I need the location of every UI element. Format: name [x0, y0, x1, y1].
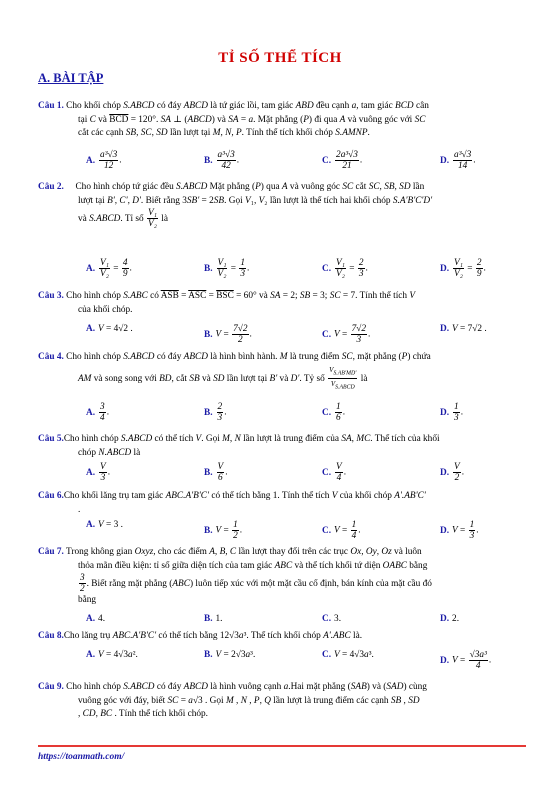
section-heading: A. BÀI TẬP — [38, 71, 104, 85]
page-title: TỈ SỐ THỂ TÍCH — [218, 50, 342, 66]
answer-options-6: A. V = 3 . B. V = $\frac{1}{2}$ . C. V = $\frac{1}{4}$ . D. V = $\frac{1}{3}$ . — [86, 520, 479, 541]
question-9: Câu 9. Cho hình chóp S.ABCD có đáy ABCD là hình vuông cạnh a.Hai mặt phẳng (SAB) và (SAD) cùng vuông góc với đáy, biết SC = a√3 . Gọi M , N , P, Q lần lượt là trung điểm các cạnh SB , SD , CD, BC . Tính thể tích khối chóp. — [38, 682, 427, 719]
footer-divider — [38, 745, 526, 747]
question-5: Câu 5.Cho hình chóp S.ABCD có thể tích V. Gọi M, N lần lượt là trung điểm của SA, MC. Thể tích của khối chóp N.ABCD là — [38, 434, 440, 458]
answer-options-8: A. V = 4√3a². B. V = 2√3a³. C. V = 4√3a³. D. V = $\frac{\text{√3a³}}{4}$ . — [86, 650, 492, 671]
question-1: Câu 1. Cho khối chóp S.ABCD có đáy ABCD là tứ giác lồi, tam giác ABD đều cạnh a, tam giác BCD cân tại C và $\overline{BCD} = 120^\circ$. SA ⊥ (ABCD) và SA = a. Mặt phẳng (P) đi qua A và vuông góc với SC cắt các cạnh SB, SC, SD lần lượt tại M, N, P. Tính thể tích khối chóp S.AMNP. — [38, 101, 429, 138]
question-number: Câu 6. — [38, 491, 64, 501]
answer-options-2: A. $\frac{\text{V₁}}{\text{V₂}}$ = $\frac{4}{9}$ . B. $\frac{\text{V₁}}{\text{V₂}}$ = $\frac{1}{3}$ . C. $\frac{\text{V₁}}{\text{V₂}}$ = $\frac{2}{3}$ . D. $\frac{\text{V₁}}{\text{V₂}}$ = $\frac{2}{9}$ . — [86, 258, 486, 279]
question-4: Câu 4. Cho hình chóp S.ABCD có đáy ABCD là hình bình hành. M là trung điểm SC, mặt phẳng (P) chứa AM và song song với BD, cắt SB và SD lần lượt tại B' và D'. Tỷ số $\frac{V_{S.AB'MD'}}{V_{S.ABCD}}$ là — [38, 352, 431, 391]
question-2: Câu 2. Cho hình chóp tứ giác đều S.ABCD Mặt phẳng (P) qua A và vuông góc SC cắt SC, SB, SD lần lượt tại B', C', D'. Biết rằng 3SB' = 2SB. Gọi V₁, V₂ lần lượt là thể tích hai khối chóp S.A'B'C'D' và S.ABCD. Tỉ số $\frac{\text{V₁}}{\text{V₂}}$ là — [38, 182, 433, 229]
question-number: Câu 2. — [38, 182, 64, 192]
question-number: Câu 9. — [38, 682, 64, 692]
question-number: Câu 3. — [38, 291, 64, 301]
footer-link[interactable]: https://toanmath.com/ — [38, 752, 125, 762]
question-7: Câu 7. Trong không gian Oxyz, cho các điểm A, B, C lần lượt thay đổi trên các trục Ox, Oy, Oz và luôn thỏa mãn điều kiện: tỉ số giữa diện tích của tam giác ABC và thể tích khối tứ diện OABC bằng $\frac{3}{2}$ . Biết rằng mặt phẳng (ABC) luôn tiếp xúc với một mặt cầu cố định, bán kính của mặt cầu đó bằng — [38, 547, 432, 605]
question-8: Câu 8.Cho lăng trụ ABC.A'B'C' có thể tích bằng 12√3a³. Thể tích khối chóp A'.ABC là. — [38, 631, 363, 641]
answer-options-5: A. $\frac{V}{3}$ . B. $\frac{V}{6}$ . C. $\frac{V}{4}$ . D. $\frac{V}{2}$ . — [86, 462, 465, 483]
answer-options-4: A. $\frac{3}{4}$ . B. $\frac{2}{3}$ . C. $\frac{1}{6}$ . D. $\frac{1}{3}$ . — [86, 402, 464, 423]
question-6: Câu 6.Cho khối lăng trụ tam giác ABC.A'B'C' có thể tích bằng 1. Tính thể tích V của khối chóp A'.AB'C' . — [38, 491, 426, 515]
answer-options-7: A. 4. B. 1. C. 3. D. 2. — [86, 614, 460, 624]
question-number: Câu 7. — [38, 547, 64, 557]
question-number: Câu 1. — [38, 101, 64, 111]
question-number: Câu 8. — [38, 631, 64, 641]
question-3: Câu 3. Cho hình chóp S.ABC có $\overline{ASB} = \overline{ASC} = \overline{BSC} = 60^\circ$ và SA = 2; SB = 3; SC = 7. Tính thể tích V của khối chóp. — [38, 291, 416, 315]
answer-options-1: A. $\frac{\text{a³√3}}{12}$ . B. $\frac{\text{a³√3}}{42}$ . C. $\frac{\text{2a³√3}}{21}$ . D. $\frac{\text{a³√3}}{14}$ . — [86, 150, 476, 171]
answer-options-3: A. V = 4√2 . B. V = $\frac{7√2}{2}$ . C. V = $\frac{7√2}{3}$ . D. V = 7√2 . — [86, 324, 487, 345]
question-number: Câu 5. — [38, 434, 64, 444]
question-number: Câu 4. — [38, 352, 64, 362]
